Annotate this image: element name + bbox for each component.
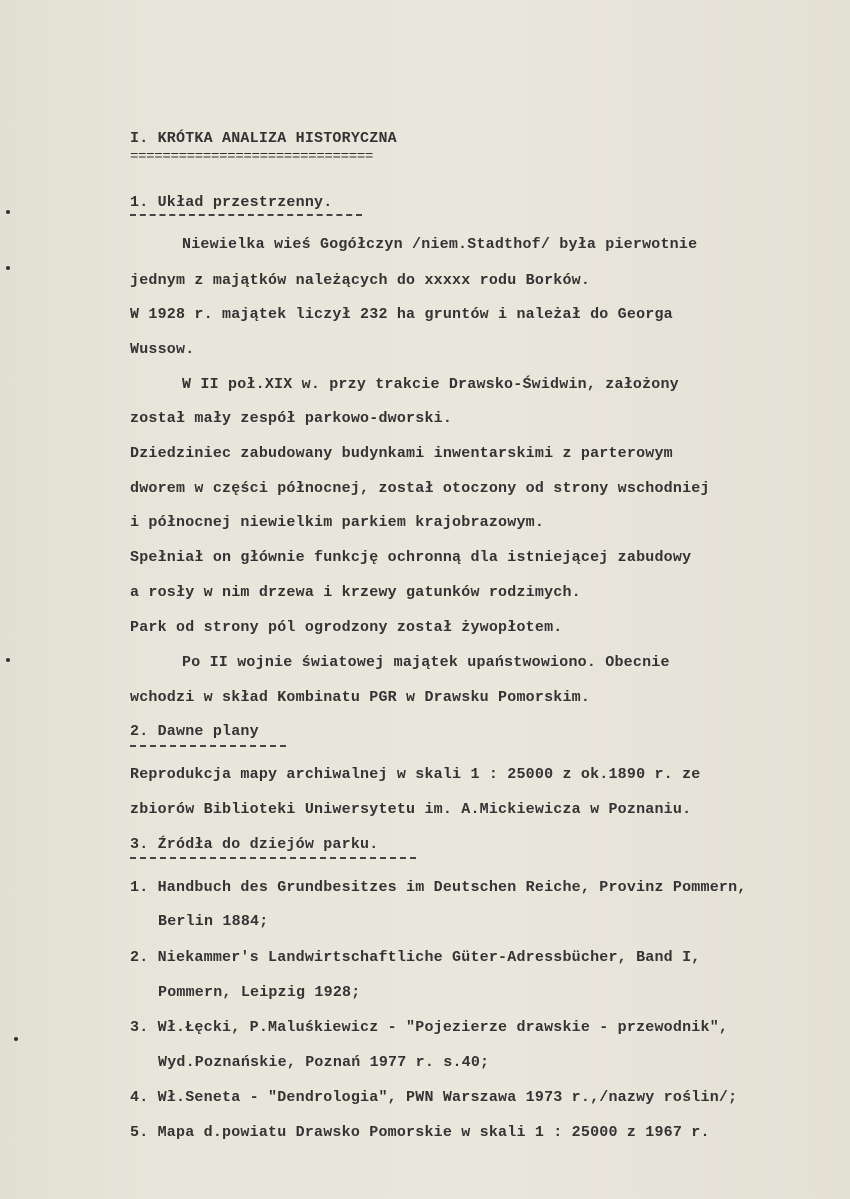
paragraph-line: wchodzi w skład Kombinatu PGR w Drawsku Pomorskim.: [130, 689, 591, 706]
paragraph-line: Reprodukcja mapy archiwalnej w skali 1 : 25000 z ok.1890 r. ze: [130, 766, 701, 783]
page-title: I. KRÓTKA ANALIZA HISTORYCZNA: [130, 130, 397, 147]
paragraph-line: a rosły w nim drzewa i krzewy gatunków rodzimych.: [130, 584, 581, 601]
source-item-cont: Pommern, Leipzig 1928;: [158, 984, 361, 1001]
section-2-underline: [130, 745, 286, 747]
title-double-rule: ==============================: [130, 149, 374, 165]
section-1-title: 1. Układ przestrzenny.: [130, 194, 333, 211]
paragraph-line: Niewielka wieś Gogółczyn /niem.Stadthof/ była pierwotnie: [182, 236, 698, 253]
source-item: 1. Handbuch des Grundbesitzes im Deutschen Reiche, Provinz Pommern,: [130, 879, 747, 896]
section-3-title: 3. Źródła do dziejów parku.: [130, 836, 379, 853]
source-item-cont: Berlin 1884;: [158, 913, 269, 930]
paragraph-line: jednym z majątków należących do xxxxx rodu Borków.: [130, 272, 591, 289]
source-item-cont: Wyd.Poznańskie, Poznań 1977 r. s.40;: [158, 1054, 490, 1071]
paragraph-line: W II poł.XIX w. przy trakcie Drawsko-Świdwin, założony: [182, 376, 679, 393]
source-item: 5. Mapa d.powiatu Drawsko Pomorskie w skali 1 : 25000 z 1967 r.: [130, 1124, 710, 1141]
source-item: 3. Wł.Łęcki, P.Maluśkiewicz - "Pojezierze drawskie - przewodnik",: [130, 1019, 729, 1036]
paragraph-line: został mały zespół parkowo-dworski.: [130, 410, 453, 427]
punch-mark: [6, 210, 10, 214]
punch-mark: [6, 266, 10, 270]
paragraph-line: dworem w części północnej, został otoczony od strony wschodniej: [130, 480, 710, 497]
punch-mark: [6, 658, 10, 662]
paragraph-line: Wussow.: [130, 341, 195, 358]
paragraph-line: Po II wojnie światowej majątek upaństwowiono. Obecnie: [182, 654, 670, 671]
source-item: 4. Wł.Seneta - "Dendrologia", PWN Warszawa 1973 r.,/nazwy roślin/;: [130, 1089, 738, 1106]
source-item: 2. Niekammer's Landwirtschaftliche Güter-Adressbücher, Band I,: [130, 949, 701, 966]
section-3-underline: [130, 857, 416, 859]
paragraph-line: i północnej niewielkim parkiem krajobrazowym.: [130, 514, 545, 531]
paragraph-line: Dziedziniec zabudowany budynkami inwentarskimi z parterowym: [130, 445, 673, 462]
section-2-title: 2. Dawne plany: [130, 723, 259, 740]
paragraph-line: Park od strony pól ogrodzony został żywopłotem.: [130, 619, 563, 636]
paragraph-line: zbiorów Biblioteki Uniwersytetu im. A.Mickiewicza w Poznaniu.: [130, 801, 692, 818]
paragraph-line: Spełniał on głównie funkcję ochronną dla istniejącej zabudowy: [130, 549, 692, 566]
paragraph-line: W 1928 r. majątek liczył 232 ha gruntów i należał do Georga: [130, 306, 673, 323]
section-1-underline: [130, 214, 362, 216]
punch-mark: [14, 1037, 18, 1041]
